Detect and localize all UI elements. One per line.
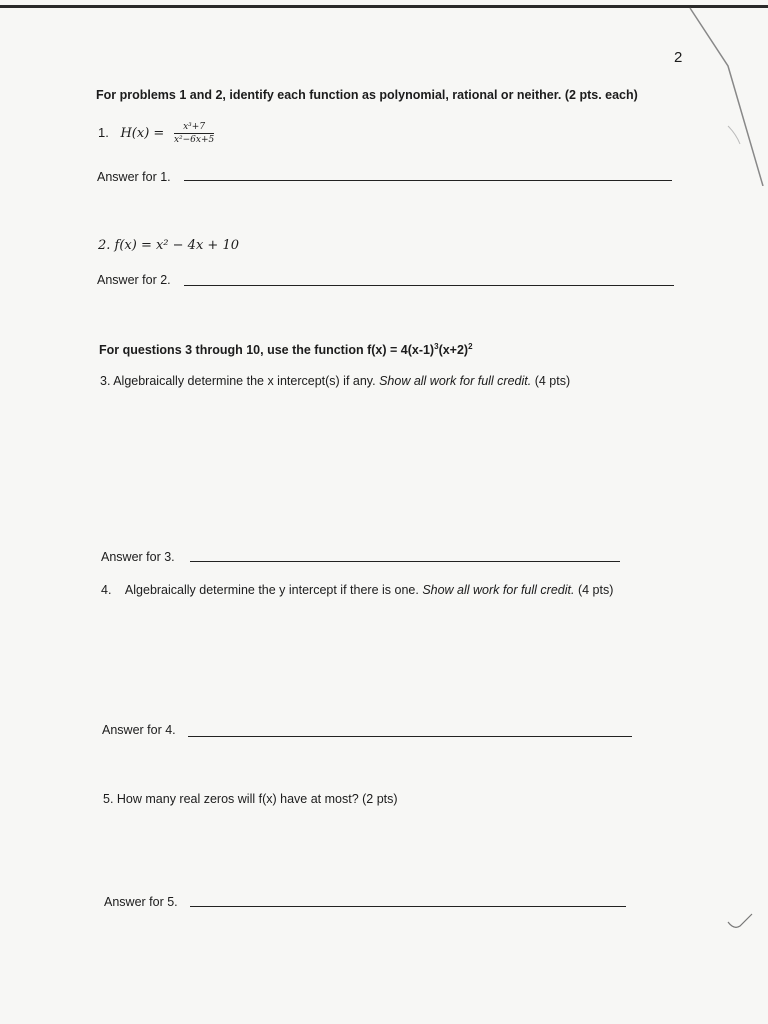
problem4-points: (4 pts) — [577, 583, 614, 597]
answer5-label: Answer for 5. — [104, 895, 178, 909]
problem3-points: (4 pts) — [534, 374, 571, 388]
problem3-emphasis: Show all work for full credit. — [379, 374, 532, 388]
problem4-number: 4. — [101, 583, 112, 597]
problem3-question — [100, 374, 570, 388]
top-border-line — [0, 5, 768, 8]
problem1-lhs: H(x) = — [120, 125, 165, 141]
section2-instructions — [99, 342, 473, 357]
section2-factor: (x+2) — [438, 343, 469, 358]
problem2-expression: 2. f(x) = x² − 4x + 10 — [98, 238, 239, 253]
problem5-question: 5. How many real zeros will f(x) have at most? (2 pts) — [103, 792, 398, 806]
section2-instructions-prefix: For questions 3 through 10, use the function f(x) = 4(x-1) — [99, 343, 435, 358]
problem1-numerator: x³+7 — [174, 122, 214, 134]
answer2-label: Answer for 2. — [97, 273, 171, 287]
problem4-emphasis: Show all work for full credit. — [422, 583, 575, 597]
section2-exponent2: 2 — [468, 342, 473, 351]
section1-instructions-text: For problems 1 and 2, identify each function as polynomial, rational or neither. — [96, 88, 562, 102]
problem1-expression — [98, 122, 214, 145]
answer1-blank[interactable] — [184, 180, 672, 181]
answer3-label: Answer for 3. — [101, 550, 175, 564]
page-number: 2 — [674, 49, 683, 66]
answer1-label: Answer for 1. — [97, 170, 171, 184]
problem4-text: Algebraically determine the y intercept if there is one. — [124, 583, 419, 597]
section1-instructions — [96, 88, 638, 102]
answer5-blank[interactable] — [190, 906, 626, 907]
answer3-blank[interactable] — [190, 561, 620, 562]
section1-points: (2 pts. each) — [564, 88, 638, 102]
problem3-text: 3. Algebraically determine the x intercept(s) if any. — [100, 374, 376, 388]
page-corner-fold — [688, 6, 768, 186]
problem1-denominator: x²−6x+5 — [173, 135, 215, 145]
section2-exponent1: 3 — [434, 342, 439, 351]
pencil-checkmark-icon — [726, 912, 756, 932]
answer4-label: Answer for 4. — [102, 723, 176, 737]
problem4-question — [101, 583, 613, 597]
problem1-number: 1. — [98, 124, 109, 140]
answer4-blank[interactable] — [188, 736, 632, 737]
answer2-blank[interactable] — [184, 285, 674, 286]
problem1-fraction — [174, 122, 214, 145]
